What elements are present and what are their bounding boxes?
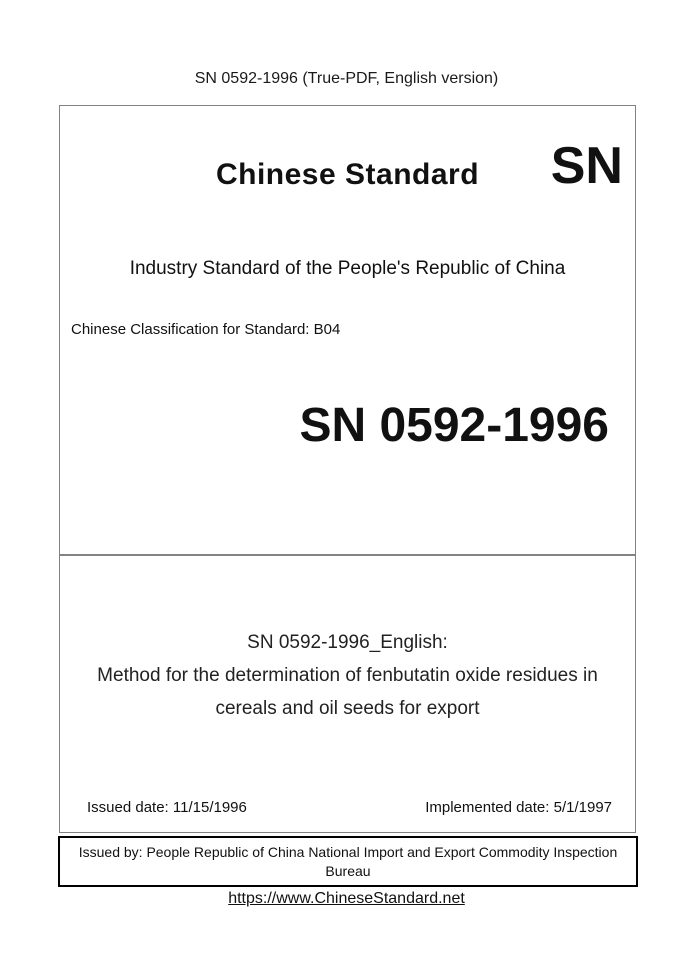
standard-title-line-3: cereals and oil seeds for export [215,698,480,719]
standard-title-line-1: SN 0592-1996_English: [247,632,448,653]
issued-date: Issued date: 11/15/1996 [87,799,247,816]
classification-line: Chinese Classification for Standard: B04 [71,321,341,338]
implemented-date: Implemented date: 5/1/1997 [425,799,612,816]
issuer-box [58,836,638,887]
footer [0,890,693,908]
cover-top-box [59,105,636,555]
brand-title: Chinese Standard [215,158,480,191]
title-box [59,555,636,833]
standard-title-line-2: Method for the determination of fenbutatin oxide residues in [97,665,598,686]
standard-title-block [60,626,635,725]
website-link[interactable]: https://www.ChineseStandard.net [228,890,465,907]
sn-logo: SN [550,137,623,195]
issuer-line-2: Bureau [325,862,371,879]
document-header-line: SN 0592-1996 (True-PDF, English version) [194,70,499,87]
issuer-line-1: Issued by: People Republic of China National Import and Export Commodity Inspection [78,843,618,860]
standard-number: SN 0592-1996 [299,399,609,452]
industry-standard-subtitle: Industry Standard of the People's Republic of China [129,258,566,279]
